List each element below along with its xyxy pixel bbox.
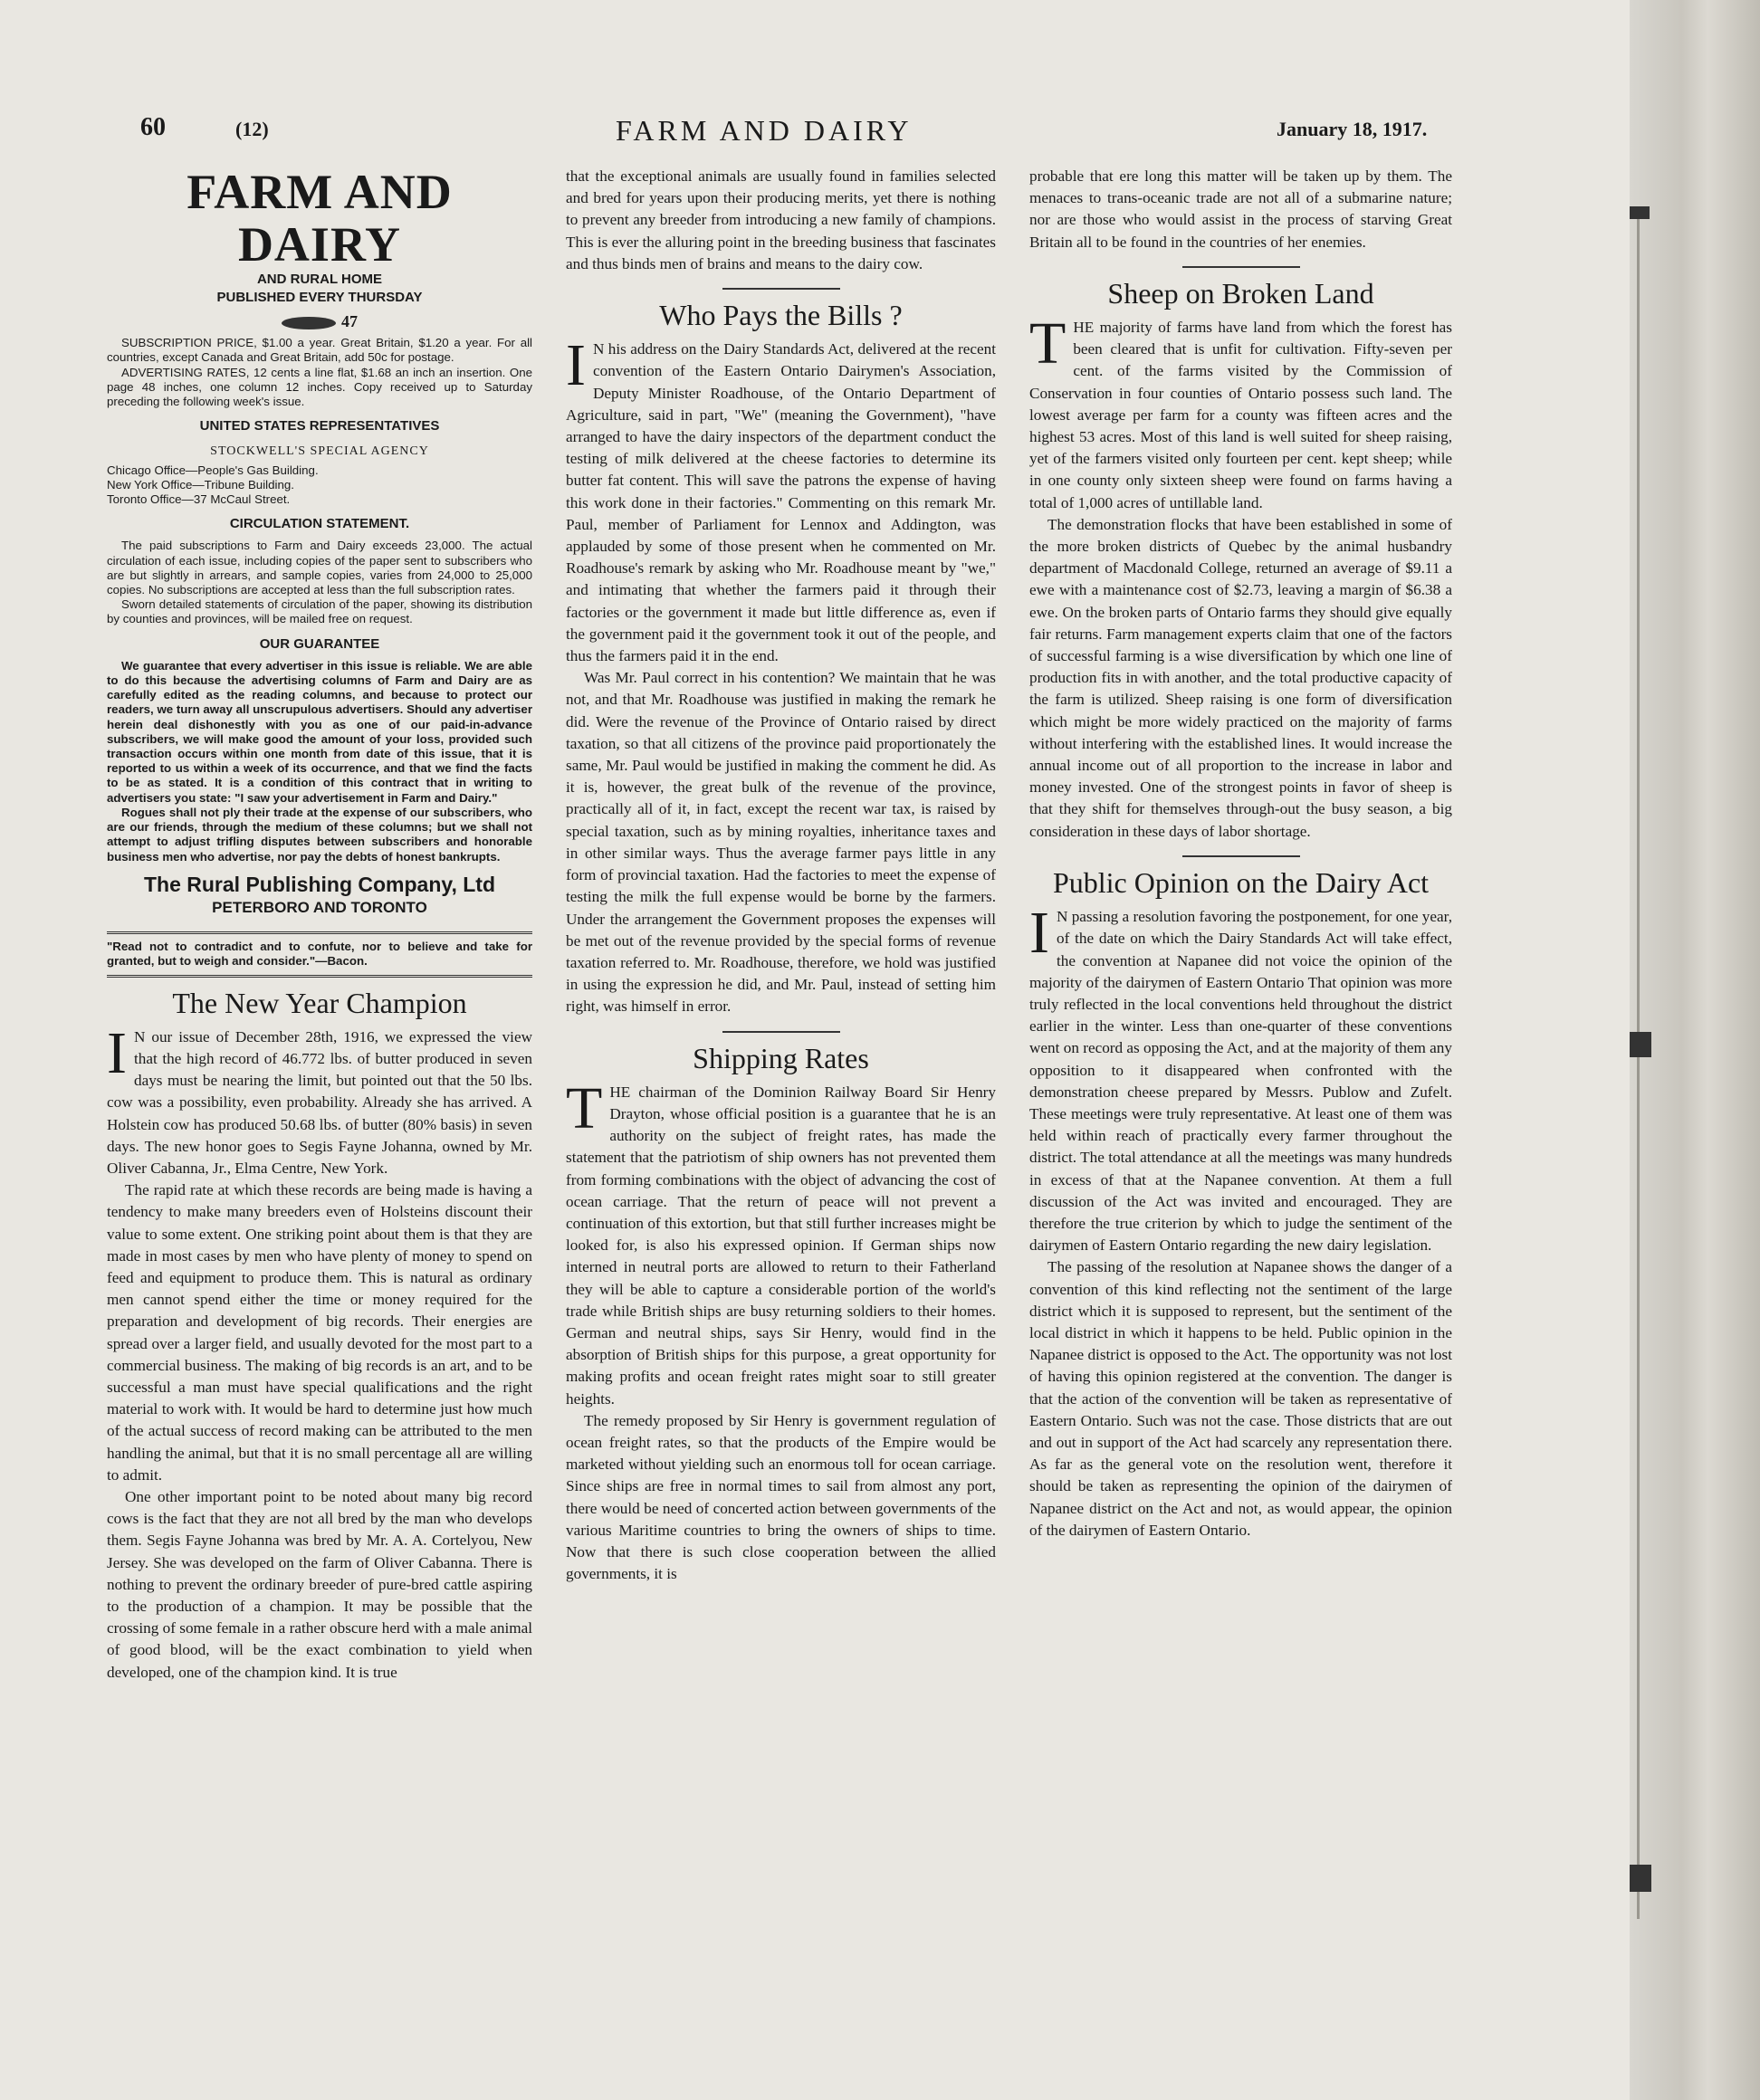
headline-public-opinion: Public Opinion on the Dairy Act <box>1052 865 1430 899</box>
article-public-opinion <box>1029 900 1452 1542</box>
paragraph: The passing of the resolution at Napanee shows the danger of a convention of this kind reflecting not the sentiment of the large district which it is supposed to represent, but the sentiment of the local district in which it happens to be held. Public opinion in the Napanee district is opposed to the Act. The opportunity was not lost of having this opinion registered at the convention. The danger is that the action of the convention will be taken as representative of Eastern Ontario. Such was not the case. Those districts that are out and out in support of the Act had scarcely any representation there. As far as the general vote on the resolution went, therefore it should be taken as representing the opinion of the dairymen of Napanee district on the Act and not, as would appear, the opinion of the dairymen of Eastern Ontario. <box>1029 1258 1452 1539</box>
dropcap: I <box>107 1019 127 1086</box>
paragraph: HE chairman of the Dominion Railway Board Sir Henry Drayton, whose official position is a guarantee that he is an authority on the subject of freight rates, has made the statement that the patriotism of ship owners has not prevented them from forming combinations with the object of advancing the cost of ocean carriage. That the return of peace will not prevent a continuation of this extortion, but that still further increases might be looked for, is also his expressed opinion. If German ships now interned in neutral ports are allowed to return to their Fatherland they will be able to capture a considerable portion of the world's trade while British ships are busy returning soldiers to their homes. German and neutral ships, says Sir Henry, would find in the absorption of British ships for this purpose, a great opportunity for making profits and ocean freight rates might soar to still greater heights. <box>566 1083 996 1408</box>
paragraph-continued: probable that ere long this matter will be taken up by them. The menaces to trans-oceanic trade are not all of a submarine nature; nor are those who would assist in the process of starving Great Britain all to be found in the countries of her enemies. <box>1029 167 1452 251</box>
divider-rule <box>722 1031 840 1033</box>
column-1 <box>107 166 532 1684</box>
paragraph: N our issue of December 28th, 1916, we expressed the view that the high record of 46.772 lbs. of butter produced in seven days must be nearing the limit, but pointed out that the 50 lbs. cow was a possibility, even probability. Already she has arrived. A Holstein cow has produced 50.68 lbs. of butter (80% basis) in seven days. The new honor goes to Segis Fayne Johanna, owned by Mr. Oliver Cabanna, Jr., Elma Centre, New York. <box>107 1027 532 1177</box>
column-3 <box>1029 166 1452 1542</box>
article-sheep-on-broken-land <box>1029 310 1452 843</box>
masthead-emblem <box>107 310 532 332</box>
paragraph: The rapid rate at which these records are being made is having a tendency to make many breeders even of Holsteins discount their value to some extent. One striking point about them is that they are made in most cases by men who have plenty of money to spend on feed and equipment to produce them. This is natural as ordinary men cannot spend either the time or money required for the preparation and development of big records. Their energies are spread over a larger field, and usually devoted for the most part to a commercial business. The making of big records is an art, and to be successful a man must have special qualifications and the right material to work with. It would be hard to determine just how much of the actual success of record making can be attributed to the men handling the animal, but that it is no small percentage all are willing to admit. <box>107 1181 532 1484</box>
dropcap: I <box>1029 900 1049 967</box>
running-masthead: FARM AND DAIRY <box>616 114 913 147</box>
advertising-text: ADVERTISING RATES, 12 cents a line flat, $1.68 an inch an insertion. One page 48 inches, one column 12 inches. Copy received up to Saturday preceding the following week's issue. <box>107 365 532 409</box>
masthead-title: FARM AND DAIRY <box>187 165 453 272</box>
issue-date: January 18, 1917. <box>1277 118 1428 140</box>
emblem-icon <box>282 317 336 329</box>
headline-shipping-rates: Shipping Rates <box>693 1041 869 1074</box>
circulation-heading: CIRCULATION STATEMENT. <box>229 516 410 532</box>
masthead-published: PUBLISHED EVERY THURSDAY <box>216 290 423 305</box>
binding-clip <box>1630 1865 1651 1892</box>
divider-rule <box>722 288 840 290</box>
masthead-subtitle: AND RURAL HOME <box>256 272 383 287</box>
guarantee-text: We guarantee that every advertiser in this issue is reliable. We are able to do this because the advertising columns of Farm and Dairy are as carefully edited as the reading columns, and because to protect our readers, we turn away all unscrupulous advertisers. Should any advertiser herein deal dishonestly with you as one of our paid-in-advance subscribers, we will make good the amount of your loss, provided such transaction occurs within one month from date of this issue, that it is reported to us within a week of its occurrence, and that we find the facts to be as stated. It is a condition of this contract that in writing to advertisers you state: "I saw your advertisement in Farm and Dairy." <box>107 658 532 805</box>
paragraph: N passing a resolution favoring the postponement, for one year, of the date on which the Dairy Standards Act will take effect, the convention at Napanee did not voice the opinion of the majority of the dairymen of Eastern Ontario That opinion was more truly reflected in the local conventions held throughout the district earlier in the winter. Less than one-quarter of these conventions went on record as opposing the Act, and at the majority of them any opposition to it disappeared when confronted with the demonstration cheese prepared by Messrs. Publow and Zufelt. These meetings were truly representative. At least one of them was held within reach of practically every farmer throughout the district. The total attendance at all the meetings was many hundreds in excess of that at the Napanee convention. At them a full discussion of the Act was invited and encouraged. They are therefore the true criterion by which to judge the sentiment of the dairymen of Eastern Ontario regarding the new dairy legislation. <box>1029 908 1452 1255</box>
company-name: The Rural Publishing Company, Ltd <box>143 872 496 896</box>
article-new-year-champion <box>107 1019 532 1684</box>
column-2 <box>566 166 996 1585</box>
office-line: Chicago Office—People's Gas Building. <box>107 463 319 477</box>
page-number: 60 <box>140 113 166 141</box>
article-shipping-rates <box>566 1074 996 1586</box>
dropcap: T <box>1029 310 1067 377</box>
paragraph: HE majority of farms have land from which the forest has been cleared that is unfit for cultivation. Fifty-seven per cent. of the farms visited by the Commission of Conservation in four counties of Ontario possess such land. The lowest average per farm for a county was fifteen acres and the highest 53 acres. Most of this land is well suited for sheep raising, yet of the farmers visited only fourteen per cent. kept sheep; while in one county only sixteen sheep were found on farms having a total of 1,000 acres of untillable land. <box>1029 319 1452 511</box>
bacon-quote: "Read not to contradict and to confute, nor to believe and take for granted, but to weigh and consider."—Bacon. <box>107 931 532 977</box>
us-reps-heading: UNITED STATES REPRESENTATIVES <box>199 418 440 434</box>
headline-who-pays-the-bills: Who Pays the Bills ? <box>659 299 903 332</box>
agency-name: STOCKWELL'S SPECIAL AGENCY <box>210 444 429 459</box>
paragraph: One other important point to be noted about many big record cows is the fact that they are not all bred by the man who develops them. Segis Fayne Johanna was bred by Mr. A. A. Cortelyou, New Jersey. She was developed on the farm of Oliver Cabanna. There is nothing to prevent the ordinary breeder of pure-bred cattle aspiring to the production of a champion. It may be possible that the crossing of some female in a rather obscure herd with a male animal of good blood, will be the exact combination to yield when developed, one of the champion kind. It is true <box>107 1487 532 1681</box>
circulation-text: The paid subscriptions to Farm and Dairy exceeds 23,000. The actual circulation of each issue, including copies of the paper sent to subscribers who are but slightly in arrears, and sample copies, varies from 24,000 to 25,000 copies. No subscriptions are accepted at less than the full subscription rates. <box>107 539 532 597</box>
paragraph: N his address on the Dairy Standards Act, delivered at the recent convention of the Eastern Ontario Dairymen's Association, Deputy Minister Roadhouse, of the Ontario Department of Agriculture, said in part, "We" (meaning the Government), "have arranged to have the dairy inspectors of the department conduct the testing of milk delivered at the cheese factories to determine its butter fat content. This will save the patrons the expense of having this work done in their factories." Commenting on this remark Mr. Paul, member of Parliament for Lennox and Addington, was applauded by some of those present when he commented on Mr. Roadhouse's remark by asking who Mr. Roadhouse meant by "we," and intimating that whether the farmers paid it through their factories or the government it made but little difference as, even if the government paid it the government took it out of the people, and thus the farmers paid it in the end. <box>566 340 996 665</box>
company-location: PETERBORO AND TORONTO <box>212 898 427 916</box>
divider-rule <box>1182 266 1300 268</box>
divider-rule <box>1182 855 1300 857</box>
dropcap: T <box>566 1074 603 1141</box>
subscription-text: SUBSCRIPTION PRICE, $1.00 a year. Great Britain, $1.20 a year. For all countries, except Canada and Great Britain, add 50c for postage. <box>107 336 532 365</box>
emblem-number: 47 <box>341 312 358 330</box>
binding-clip <box>1630 1032 1651 1057</box>
office-line: New York Office—Tribune Building. <box>107 477 294 492</box>
circulation-text: Sworn detailed statements of circulation of the paper, showing its distribution by counties and provinces, will be mailed free on request. <box>107 597 532 626</box>
paragraph: The remedy proposed by Sir Henry is government regulation of ocean freight rates, so that the products of the Empire would be marketed without yielding such an enormous toll for ocean carriage. Since ships are free in normal times to sail from almost any port, there would be need of concerted action between governments of the various Maritime countries to bring the owners of ships to time. Now that there is such close cooperation between the allied governments, it is <box>566 1411 996 1583</box>
guarantee-heading: OUR GUARANTEE <box>259 635 380 652</box>
dropcap: I <box>566 332 586 399</box>
binding-stitch-line <box>1637 208 1640 1919</box>
paragraph: Was Mr. Paul correct in his contention? We maintain that he was not, and that Mr. Roadhouse was justified in making the remark he did. Were the revenue of the Province of Ontario raised by direct taxation, so that all citizens of the province paid proportionately the same, Mr. Paul would be justified in making the comment he did. As it is, however, the great bulk of the revenue of the province, practically all of it, in fact, except the recent war tax, is raised by special taxation, such as by mining royalties, inheritance taxes and in other similar ways. Thus the average farmer pays little in any form of provincial taxation. Had the factories to meet the expense of testing the milk the full expense would be borne by the farmers. Under the arrangement the Government proposes the expenses will be met out of the revenue provided by the special forms of revenue taxation referred to. Mr. Roadhouse, therefore, we hold was justified in using the expression he did, and Mr. Paul, instead of setting him right, was himself in error. <box>566 669 996 1016</box>
binding-clip <box>1630 206 1650 219</box>
paragraph: The demonstration flocks that have been established in some of the more broken districts of Quebec by the animal husbandry department of Macdonald College, returned an average of $9.11 a ewe with a maintenance cost of $2.73, leaving a margin of $6.38 a ewe. On the broken parts of Ontario farms they should give equally fair returns. Farm management experts claim that one of the factors of successful farming is a wise diversification by which one line of production fits in with another, and the total productive capacity of the farm is utilized. Sheep raising is one form of diversification which might be more widely practiced on the majority of farms without interfering with the established lines. It would increase the annual income out of all proportion to the increase in labor and money invested. One of the strongest points in favor of sheep is that they shift for themselves through-out the busy season, a big consideration in these days of labor shortage. <box>1029 515 1452 840</box>
masthead-box <box>107 166 532 978</box>
page-sub-number: (12) <box>235 118 269 140</box>
headline-sheep-on-broken-land: Sheep on Broken Land <box>1107 276 1374 310</box>
guarantee-text: Rogues shall not ply their trade at the expense of our subscribers, who are our friends, through the medium of these columns; but we shall not attempt to adjust trifling disputes between subscribers and honorable business men who advertise, nor pay the debts of honest bankrupts. <box>107 805 532 864</box>
paragraph-continued: that the exceptional animals are usually found in families selected and bred for years upon their producing merits, yet there is nothing to prevent any breeder from introducing a new family of champions. This is ever the alluring point in the breeding business that fascinates and thus binds men of brains and means to the dairy cow. <box>566 167 996 272</box>
office-line: Toronto Office—37 McCaul Street. <box>107 492 291 507</box>
headline-new-year-champion: The New Year Champion <box>172 986 467 1019</box>
article-who-pays-the-bills <box>566 332 996 1017</box>
